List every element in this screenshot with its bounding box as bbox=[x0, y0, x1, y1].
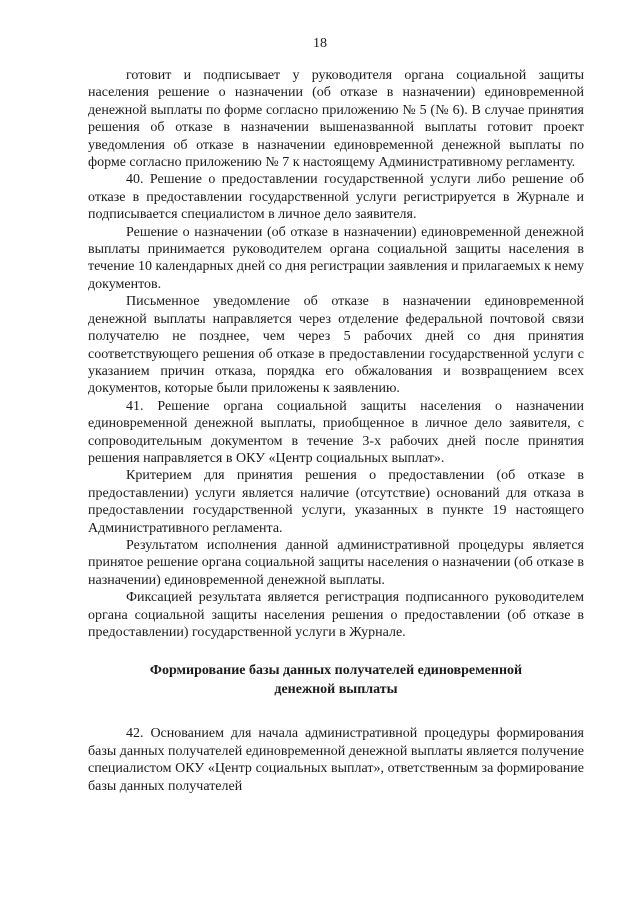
paragraph-criterion: Критерием для принятия решения о предоставлении (об отказе в предоставлении) услуги является наличие (отсутствие) оснований для отказа в предоставлении государственной услуги, указанных в пункте 19 настоящего Административного регламента. bbox=[88, 468, 584, 536]
paragraph-40: 40. Решение о предоставлении государственной услуги либо решение об отказе в предоставлении государственной услуги регистрируется в Журнале и подписывается специалистом в личное дело заявителя. bbox=[88, 172, 584, 223]
paragraph-fixation: Фиксацией результата является регистрация подписанного руководителем органа социальной защиты населения решения о предоставлении (об отказе в предоставлении) государственной услуги в Журнале. bbox=[88, 590, 584, 640]
paragraph-41: 41. Решение органа социальной защиты населения о назначении единовременной денежной выплаты, приобщенное в личное дело заявителя, с сопроводительным документом в течение 3-х рабочих дней после принятия решения направляется в ОКУ «Центр социальных выплат». bbox=[88, 398, 584, 466]
page-number: 18 bbox=[313, 36, 327, 51]
paragraph-42: 42. Основанием для начала административной процедуры формирования базы данных получателей единовременной денежной выплаты является получение специалистом ОКУ «Центр социальных выплат», ответственным за формирование базы данных получателей bbox=[88, 726, 584, 794]
paragraph-decision-timing: Решение о назначении (об отказе в назначении) единовременной денежной выплаты принимается руководителем органа социальной защиты населения в течение 10 календарных дней со дня регистрации заявления и прилагаемых к нему документов. bbox=[88, 224, 584, 292]
paragraph-continuation: готовит и подписывает у руководителя органа социальной защиты населения решение о назначении (об отказе в назначении) единовременной денежной выплаты по форме согласно приложению № 5 (№ 6). В случае принятия решения об отказе в назначении вышеназванной выплаты готовит проект уведомления об отказе в назначении единовременной денежной выплаты по форме согласно приложению № 7 к настоящему Административному регламенту. bbox=[88, 68, 584, 171]
document-body bbox=[88, 67, 584, 795]
paragraph-result: Результатом исполнения данной административной процедуры является принятое решение органа социальной защиты населения о назначении (об отказе в назначении) единовременной денежной выплаты. bbox=[88, 537, 584, 588]
paragraph-written-notice: Письменное уведомление об отказе в назначении единовременной денежной выплаты направляется через отделение федеральной почтовой связи получателю не позднее, чем через 5 рабочих дней со дня принятия соответствующего решения об отказе в предоставлении государственной услуги с указанием причин отказа, порядка его обжалования и возвращением всех документов, которые были приложены к заявлению. bbox=[88, 294, 584, 397]
section-heading: Формирование базы данных получателей единовременной денежной выплаты bbox=[149, 663, 523, 698]
